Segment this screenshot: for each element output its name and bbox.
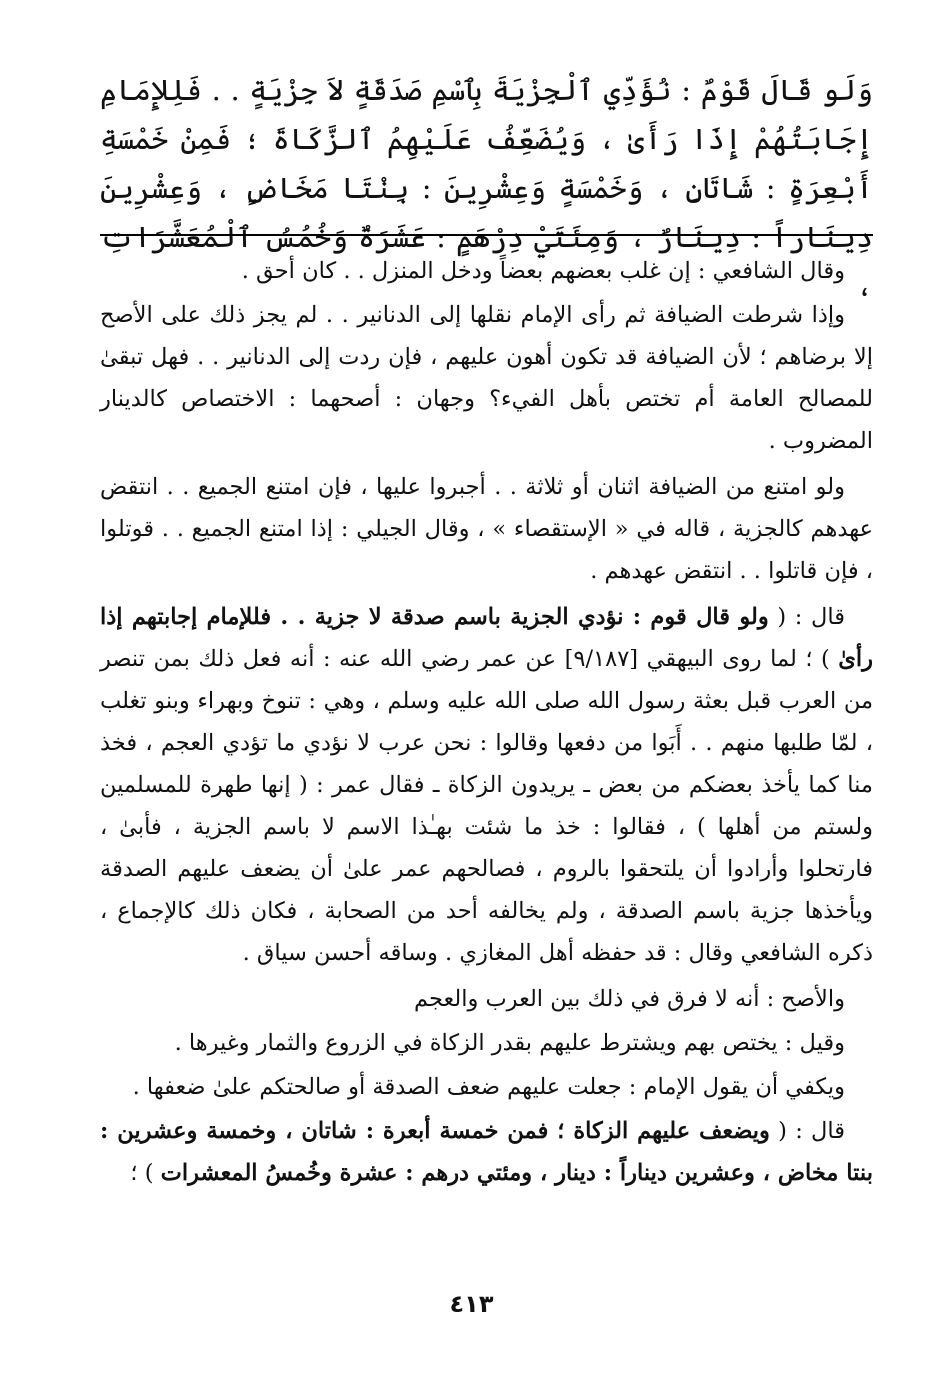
sharh-paragraph-7: ويكفي أن يقول الإمام : جعلت عليهم ضعف الصدقة أو صالحتكم علىٰ ضعفها . [132,1074,845,1100]
quoted-matn-bold: ويضعف عليهم الزكاة ؛ فمن خمسة أبعرة : شاتان ، وخمسة وعشرين : بنتا مخاض ، وعشرين ديناراً : دينار ، ومئتي درهم : عشرة وخُمسُ المعشرات [100,1118,873,1186]
sharh-paragraph-1: وقال الشافعي : إن غلب بعضهم بعضاً ودخل المنزل . . كان أحق . [241,258,845,284]
quote-open: قال : ( [769,1118,845,1144]
page-number: ٤١٣ [449,1290,494,1318]
quote-close: ) ؛ [130,1160,161,1186]
quote-open: قال : ( [768,604,845,630]
sharh-commentary-block [100,250,873,1198]
sharh-paragraph-2: وإذا شرطت الضيافة ثم رأى الإمام نقلها إلى الدنانير . . لم يجز ذلك على الأصح إلا برضاهم ؛ لأن الضيافة قد تكون أهون عليهم ، فإن ردت إلى الدنانير . . فهل تبقىٰ للمصالح العامة أم تختص بأهل الفيء؟ وجهان : أصحهما : الاختصاص كالدينار المضروب . [100,302,873,454]
sharh-paragraph-8 [100,1110,873,1194]
sharh-paragraph-4 [100,596,873,974]
paragraph-body: ) ؛ لما روى البيهقي [٩/١٨٧] عن عمر رضي الله عنه : أنه فعل ذلك بمن تنصر من العرب قبل بعثة رسول الله صلى الله عليه وسلم ، وهي : تنوخ وبهراء وبنو تغلب ، لمّا طلبها منهم . . أَبَوا من دفعها وقالوا : نحن عرب لا نؤدي ما تؤدي العجم ، فخذ منا كما يأخذ بعضكم من بعض ـ يريدون الزكاة ـ فقال عمر : ( إنها طهرة للمسلمين ولستم من أهلها ) ، فقالوا : خذ ما شئت بهـٰذا الاسم لا باسم الجزية ، فأبىٰ ، فارتحلوا وأرادوا أن يلتحقوا بالروم ، فصالحهم عمر علىٰ أن يضعف عليهم الصدقة ويأخذها جزية باسم الصدقة ، ولم يخالفه أحد من الصحابة ، فكان ذلك كالإجماع ، ذكره الشافعي وقال : قد حفظه أهل المغازي . وساقه أحسن سياق . [100,646,873,966]
quoted-matn-bold: ولو قال قوم : نؤدي الجزية باسم صدقة لا جزية . . فللإمام إجابتهم إذا رأىٰ [100,604,873,672]
sharh-paragraph-5: والأصح : أنه لا فرق في ذلك بين العرب والعجم [414,986,845,1012]
sharh-paragraph-6: وقيل : يختص بهم ويشترط عليهم بقدر الزكاة في الزروع والثمار وغيرها . [174,1030,845,1056]
matn-paragraph: وَلَو قَالَ قَوْمٌ : نُؤَدِّي ٱلْجِزْيَةَ بِٱسْمِ صَدَقَةٍ لاَ جِزْيَةٍ . . فَلِلإِمَامِ إِجَابَتُهُمْ إِذَا رَأَىٰ ، وَيُضَعِّفُ عَلَيْهِمُ ٱلزَّكَاةَ ؛ فَمِنْ خَمْسَةِ أَبْعِرَةٍ : شَاتَانِ ، وَخَمْسَةٍ وَعِشْرِينَ : بِنْتَا مَخَاضٍ ، وَعِشْرِينَ دِينَاراً : دِينَارٌ ، وَمِئَتَيْ دِرْهَمٍ : عَشَرَةٌ وَخُمُسُ ٱلْمُعَشَّرَاتِ ، [100,73,873,303]
separator-rule [100,234,873,236]
sharh-paragraph-3: ولو امتنع من الضيافة اثنان أو ثلاثة . . أجبروا عليها ، فإن امتنع الجميع . . انتقض عهدهم كالجزية ، قاله في « الإستقصاء » ، وقال الجيلي : إذا امتنع الجميع . . قوتلوا ، فإن قاتلوا . . انتقض عهدهم . [100,474,873,584]
